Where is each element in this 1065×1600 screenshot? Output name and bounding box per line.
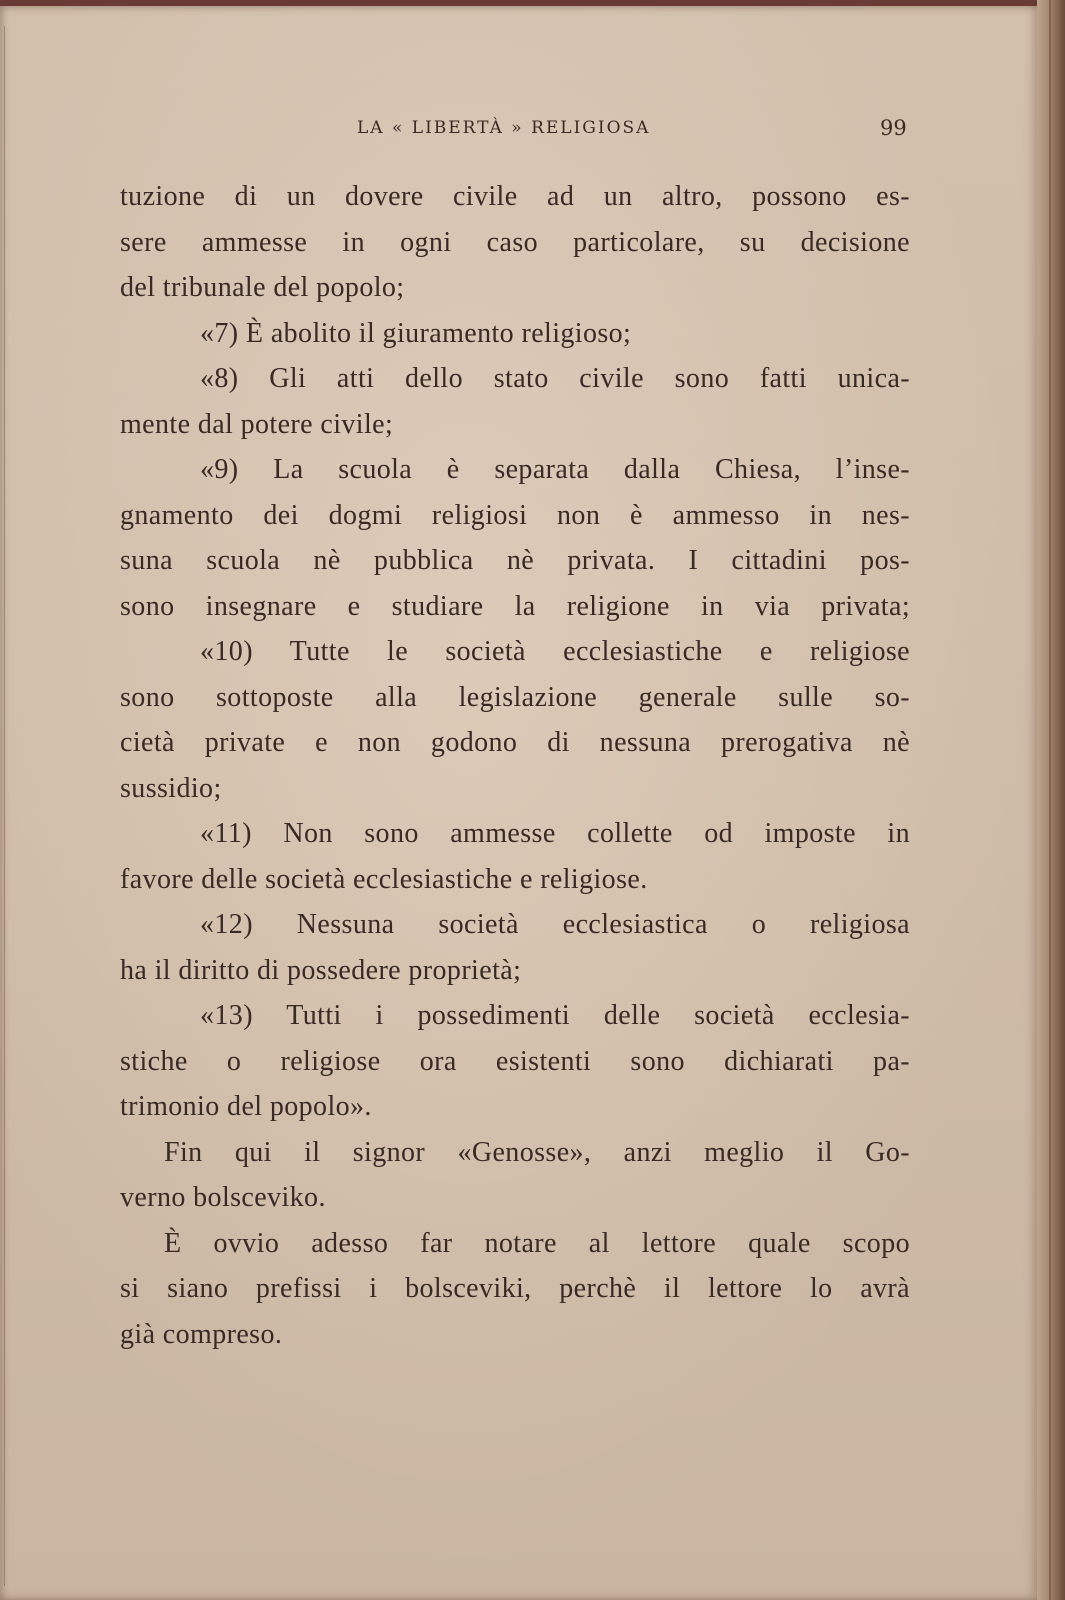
- text-line: si siano prefissi i bolsceviki, perchè il lettore lo avrà: [120, 1273, 910, 1304]
- page-left-shadow: [4, 26, 5, 1586]
- book-page: [0, 6, 1040, 1600]
- text-line: favore delle società ecclesiastiche e religiose.: [120, 863, 648, 895]
- text-line: «12) Nessuna società ecclesiastica o religiosa: [200, 909, 910, 940]
- text-line: «8) Gli atti dello stato civile sono fatti unica-: [200, 363, 910, 394]
- text-line: sono sottoposte alla legislazione generale sulle so-: [120, 681, 910, 713]
- text-line: È ovvio adesso far notare al lettore quale scopo: [164, 1227, 910, 1259]
- page-number: 99: [880, 116, 907, 140]
- running-title: LA « LIBERTÀ » RELIGIOSA: [357, 118, 651, 138]
- text-line: verno bolsceviko.: [120, 1182, 326, 1213]
- page-edge-line: [1049, 0, 1051, 1600]
- text-line: ha il diritto di possedere proprietà;: [120, 954, 522, 986]
- text-line: sussidio;: [120, 772, 222, 804]
- text-line: tuzione di un dovere civile ad un altro, possono es-: [120, 181, 910, 212]
- text-line: trimonio del popolo».: [120, 1091, 372, 1122]
- text-line: «9) La scuola è separata dalla Chiesa, l’inse-: [200, 454, 910, 485]
- text-line: già compreso.: [120, 1318, 283, 1350]
- text-line: sono insegnare e studiare la religione in via privata;: [120, 590, 910, 622]
- text-line: mente dal potere civile;: [120, 408, 394, 440]
- body-text: [120, 174, 910, 1357]
- text-line: sere ammesse in ogni caso particolare, su decisione: [120, 226, 910, 258]
- text-line: stiche o religiose ora esistenti sono dichiarati pa-: [120, 1045, 910, 1077]
- text-line: suna scuola nè pubblica nè privata. I cittadini pos-: [120, 545, 910, 576]
- text-line: cietà private e non godono di nessuna prerogativa nè: [120, 727, 910, 758]
- text-line: Fin qui il signor «Genosse», anzi meglio il Go-: [164, 1136, 910, 1168]
- text-line: «10) Tutte le società ecclesiastiche e religiose: [200, 636, 910, 667]
- page-stack-edge: [1037, 0, 1065, 1600]
- text-line: «11) Non sono ammesse collette od imposte in: [200, 818, 910, 849]
- page-header: [0, 118, 1040, 148]
- text-line: «13) Tutti i possedimenti delle società ecclesia-: [200, 1000, 910, 1031]
- text-line: del tribunale del popolo;: [120, 272, 405, 303]
- text-line: «7) È abolito il giuramento religioso;: [200, 317, 632, 349]
- text-line: gnamento dei dogmi religiosi non è ammesso in nes-: [120, 499, 910, 531]
